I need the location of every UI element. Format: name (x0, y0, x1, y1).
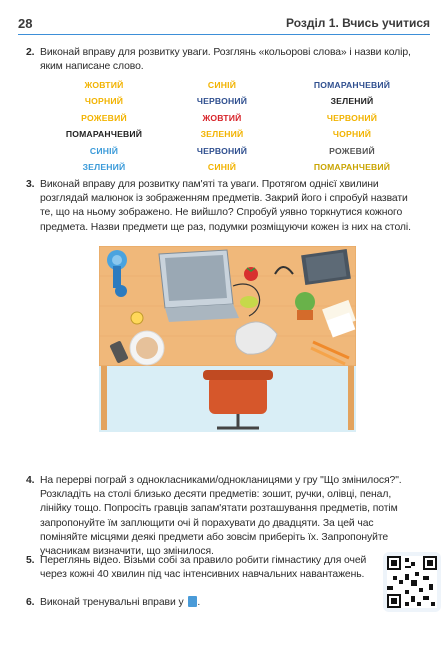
colored-word: ЖОВТИЙ (202, 112, 242, 123)
colored-word: ЧОРНИЙ (332, 129, 372, 140)
task-number: 3. (26, 179, 35, 190)
task-text: На перерві пограй з однокласниками/однокланицями у гру "Що змінилося?". Розкладіть на столі близько десяти предметів: зошит, ручки, олівці, пенал, лінійку тощо. Попросіть гравців запам'ятати розташування предметів, потім запропонуйте їм заплющити очі й порахувати до двадцяти. За цей час поміняйте місцями деякі предмети або зовсім приберіть їх. Запропонуйте учасникам визначити, що змінилося. (40, 475, 402, 558)
laptop-icon (159, 250, 239, 322)
colored-word: ЧЕРВОНИЙ (196, 96, 248, 107)
task-number: 5. (26, 555, 35, 566)
colored-word: ЧЕРВОНИЙ (326, 112, 378, 123)
task-text: Виконай вправу для розвитку пам'яті та уваги. Протягом однієї хвилини розглядай малюнок із зображенням предметів. Закрий його і спробуй назвати те, що на ньому зображено. Не вийшло? Спробуй уявно торкнутися кожного предмета. Назви предмети ще раз, подумки розміщуючи кожен із них на столі. (40, 179, 411, 233)
colored-words-grid (58, 80, 398, 178)
colored-word: ПОМАРАНЧЕВИЙ (313, 161, 391, 172)
word-row (58, 96, 398, 112)
word-row (58, 80, 398, 96)
colored-word: СИНІЙ (207, 80, 237, 90)
word-row (58, 162, 398, 178)
task-3 (26, 178, 420, 235)
task-text: Виконай тренувальні вправи у (40, 597, 184, 608)
colored-word: ЖОВТИЙ (84, 80, 124, 90)
mouse-icon (240, 296, 258, 308)
task-4 (26, 474, 420, 559)
notebook-icon (301, 249, 351, 285)
page-header (18, 14, 430, 35)
workbook-icon (188, 596, 197, 607)
colored-word: СИНІЙ (89, 145, 119, 156)
task-6: 6. Виконай тренувальні вправи у . (40, 596, 420, 610)
colored-word: РОЖЕВИЙ (81, 112, 127, 123)
plate-icon (130, 331, 164, 365)
colored-word: ПОМАРАНЧЕВИЙ (65, 129, 143, 140)
colored-word: ЧОРНИЙ (84, 96, 124, 107)
page-number: 28 (18, 16, 33, 31)
word-row (58, 146, 398, 162)
colored-word: ЗЕЛЕНИЙ (82, 161, 126, 172)
task-number: 4. (26, 475, 35, 486)
colored-word: РОЖЕВИЙ (329, 145, 375, 156)
clock-icon (131, 312, 143, 324)
colored-word: ЧЕРВОНИЙ (196, 145, 248, 156)
task-text: Переглянь відео. Візьми собі за правило робити гімнастику для очей через кожні 40 хвилин під час інтенсивних навчальних навантажень. (40, 555, 367, 581)
tomato-icon (244, 267, 258, 281)
cactus-icon (295, 292, 315, 320)
chapter-title: Розділ 1. Вчись учитися (286, 16, 430, 30)
task-number: 2. (26, 47, 35, 58)
colored-word: ЗЕЛЕНИЙ (330, 96, 374, 107)
desk-illustration (99, 246, 356, 432)
task-number: 6. (26, 597, 35, 608)
task-text: Виконай вправу для розвитку уваги. Розглянь «кольорові слова» і назви колір, яким написане слово. (40, 47, 411, 73)
word-row (58, 129, 398, 145)
word-row (58, 113, 398, 129)
task-5 (26, 554, 370, 582)
colored-word: СИНІЙ (207, 161, 237, 172)
task-2 (26, 46, 420, 74)
colored-word: ПОМАРАНЧЕВИЙ (313, 80, 391, 90)
colored-word: ЗЕЛЕНИЙ (200, 129, 244, 140)
